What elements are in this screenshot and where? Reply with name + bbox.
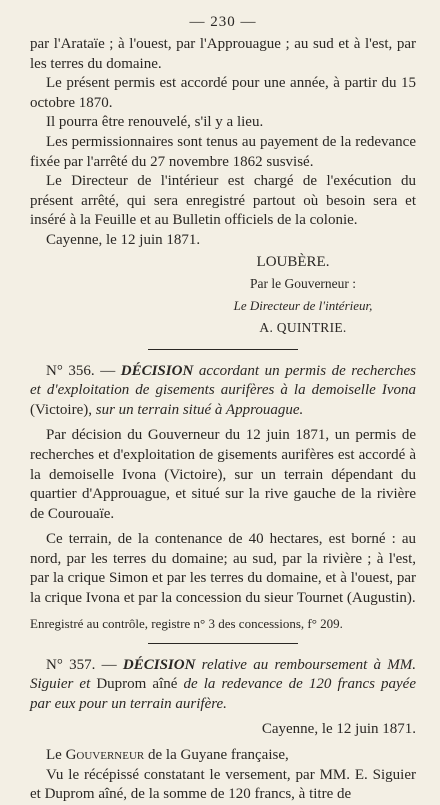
section-divider-2	[148, 643, 298, 644]
redevance-paragraph: Les permissionnaires sont tenus au payement de la redevance fixée par l'arrêté du 27 novembre 1862 susvisé.	[30, 133, 416, 170]
decision-357-dash: —	[95, 656, 123, 673]
section-divider	[148, 349, 298, 350]
permis-paragraph: Le présent permis est accordé pour une année, à partir du 15 octobre 1870.	[30, 75, 416, 111]
decision-356-registration: Enregistré au contrôle, registre n° 3 des concessions, f° 209.	[30, 615, 343, 631]
document-page	[30, 14, 416, 805]
decision-356-para-2: Ce terrain, de la contenance de 40 hectares, est borné : au nord, par les terres du domaine; au sud, par la rivière ; à l'est, par la crique Simon et par les terres du domaine, et à l'ouest, par la crique Ivona et par la concession du sieur Tournet (Augustin).	[30, 531, 416, 607]
par-gouverneur: Par le Gouverneur :	[249, 275, 357, 291]
gouverneur-rest: de la Guyane française,	[144, 747, 289, 764]
decision-357-title-3: de la redevance de 120 francs payée par eux pour un terrain aurifère.	[30, 676, 416, 712]
decision-357-title-1: relative au remboursement à MM. Siguier	[30, 656, 416, 693]
decision-357-number: N° 357.	[46, 656, 96, 673]
decision-356-title-2: sur un terrain situé à Approuague.	[95, 401, 304, 418]
vu-paragraph: Vu le récépissé constatant le versement, par MM. E. Siguier et Duprom aîné, de la somme de 120 francs, à titre de	[30, 766, 416, 803]
decision-356-kind: DÉCISION	[120, 362, 194, 379]
decision-357-title-et: et	[79, 676, 91, 693]
decision-356-heading	[30, 362, 416, 421]
date-line: Cayenne, le 12 juin 1871.	[46, 231, 201, 248]
decision-356-title-victoire: (Victoire),	[30, 401, 96, 418]
directeur-paragraph: Le Directeur de l'intérieur est chargé de l'exécution du présent arrêté, qui sera enregistré partout où besoin sera et inséré à la Feuille et au Bulletin officiels de la colonie.	[30, 173, 416, 229]
decision-356-dash: —	[94, 362, 121, 379]
gouverneur-line	[30, 746, 416, 766]
page-number: — 230 —	[189, 14, 257, 30]
directeur-title-text: Le Directeur de l'intérieur,	[233, 297, 373, 313]
continuation-text: par l'Arataïe ; à l'ouest, par l'Approuague ; au sud et à l'est, par les terres du domaine.	[30, 36, 416, 72]
decision-357-title-2: Duprom aîné	[90, 676, 184, 693]
signer-name: LOUBÈRE.	[256, 253, 330, 270]
decision-356-title-1: accordant un permis de recherches et d'exploitation de gisements aurifères à la demoiselle Ivona	[30, 362, 416, 399]
gouverneur-word: Gouverneur	[65, 747, 145, 764]
gouverneur-le: Le	[46, 747, 66, 764]
decision-356-para-1: Par décision du Gouverneur du 12 juin 1871, un permis de recherches et d'exploitation de gisements aurifères est accordé à la demoiselle Ivona (Victoire), sur un terrain dépendant du quartier d'Approuague, et situé sur la rive gauche de la rivière de Courouaïe.	[30, 427, 416, 522]
directeur-name: A. QUINTRIE.	[259, 319, 347, 335]
decision-357-date: Cayenne, le 12 juin 1871.	[261, 721, 416, 738]
decision-357-kind: DÉCISION	[122, 656, 196, 673]
directeur-title	[190, 295, 416, 317]
decision-357-heading	[30, 656, 416, 715]
renouvele-paragraph: Il pourra être renouvelé, s'il y a lieu.	[46, 114, 264, 131]
decision-356-number: N° 356.	[46, 362, 95, 379]
